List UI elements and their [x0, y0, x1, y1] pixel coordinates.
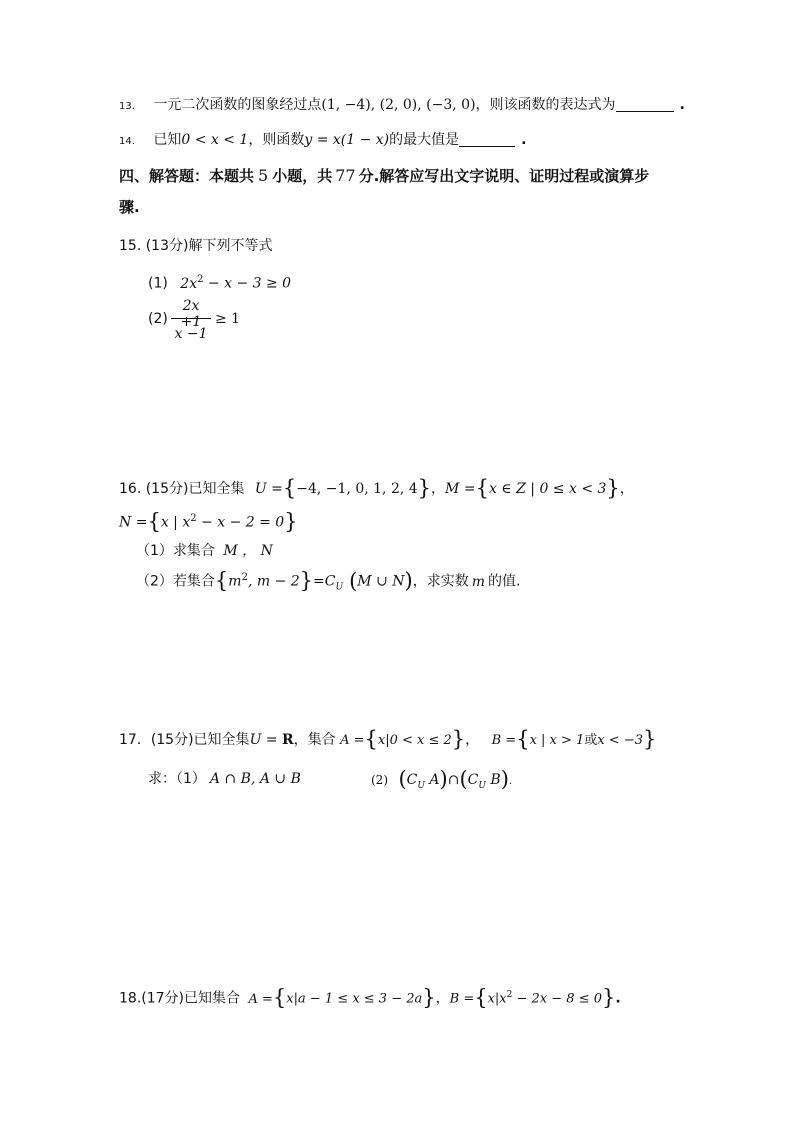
- question-15-part-2-label: (2): [148, 311, 168, 327]
- condition: 0 < x < 1: [181, 132, 249, 148]
- set-B: x|x: [487, 991, 507, 1007]
- question-16-line-2: N ={x | $x^2 - x - 2 = 0$}: [119, 509, 298, 534]
- universal-set: −4, −1, 0, 1, 2, 4: [296, 481, 418, 497]
- section-heading: 四、解答题：本题共 5 小题，共 77 分.解答应写出文字说明、证明过程或演算步: [119, 166, 650, 185]
- answer-blank[interactable]: [459, 146, 515, 147]
- question-16-part-2: （2）若集合{$m^2$, $m - 2\}=C_U$ (M ∪ N)，求实数 m 的值.: [136, 568, 521, 593]
- question-15-part-1: (1) $2x^2 - x - 3 \ge 0$: [148, 274, 292, 292]
- question-number: 13.: [119, 101, 135, 112]
- set-B: x | x > 1: [529, 733, 585, 748]
- points: (1, −4), (2, 0), (−3, 0): [321, 97, 476, 113]
- question-16-part-1: （1）求集合 M ， N: [136, 543, 273, 559]
- question-17-line-2: 求：（1） A ∩ B, A ∪ B: [148, 771, 301, 787]
- question-number: 14.: [119, 136, 135, 147]
- question-15-part-2-rel: ≥ 1: [215, 311, 241, 327]
- section-heading-cont: 骤.: [119, 198, 140, 216]
- set-A: x|0 < x ≤ 2: [377, 733, 452, 748]
- question-14: 14. 已知0 < x < 1，则函数y = x(1 − x)的最大值是 .: [119, 132, 527, 148]
- set-N: x | x: [160, 514, 191, 531]
- answer-blank[interactable]: [616, 111, 674, 112]
- question-16-line-1: 16. (15分)已知全集 U ={−4, −1, 0, 1, 2, 4}，M ={x ∈ Z | 0 ≤ x < 3}，: [119, 476, 634, 500]
- fraction-bar: [171, 318, 211, 319]
- set-A: x|a − 1 ≤ x ≤ 3 − 2a: [286, 991, 423, 1007]
- function-expr: y = x(1 − x): [304, 132, 390, 148]
- question-17-part-2: (2) ($C_U$ $A)\cap(C_U$ B).: [371, 767, 513, 791]
- denominator: x −1: [174, 326, 208, 342]
- numerator: 2x +1: [180, 298, 202, 330]
- question-18: 18.(17分)已知集合 A ={x|a − 1 ≤ x ≤ 3 − 2a}，$B =\{x|x^2 - 2x - 8 \le 0\}$.: [119, 985, 621, 1010]
- question-17-line-1: 17．(15分)已知全集U = R，集合 A ={x|0 < x ≤ 2}， B ={x | x > 1或x < −3}: [119, 727, 657, 751]
- question-15-heading: 15. (13分)解下列不等式: [119, 238, 273, 254]
- question-13: 13. 一元二次函数的图象经过点(1, −4), (2, 0), (−3, 0)，则该函数的表达式为 .: [119, 97, 685, 113]
- set-M: x ∈ Z | 0 ≤ x < 3: [488, 481, 607, 497]
